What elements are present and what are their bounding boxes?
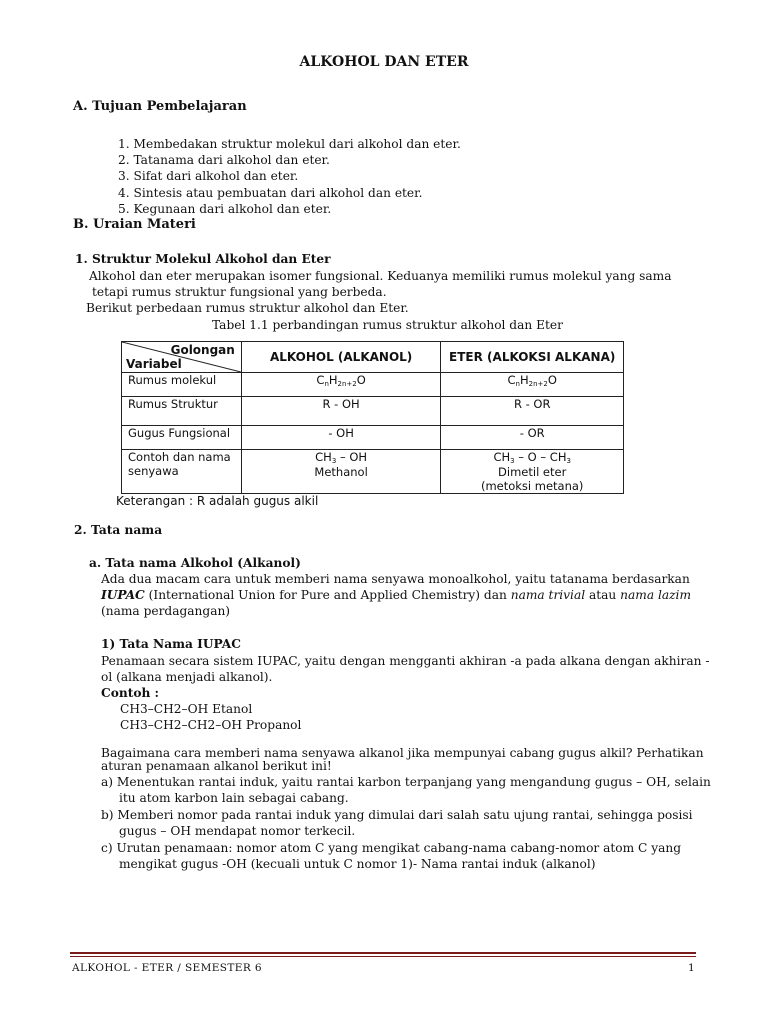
corner-bottom-label: Variabel [126, 357, 182, 371]
table-row [122, 397, 624, 426]
example-formula: $CH_3$ – OH [315, 450, 368, 465]
cell-value: R - OH [241, 397, 441, 426]
lazim-term: nama lazim [620, 588, 692, 602]
cell-value: - OH [241, 426, 441, 450]
column-header-eter: ETER (ALKOKSI ALKANA) [441, 342, 624, 373]
sub2-heading: 2. Tata nama [74, 523, 163, 537]
section-b-heading: B. Uraian Materi [73, 217, 196, 232]
table-corner-cell [122, 342, 242, 373]
example-line: CH3–CH2–OH Etanol [120, 702, 253, 716]
footer-divider [70, 952, 696, 954]
table-note: Keterangan : R adalah gugus alkil [116, 494, 319, 508]
paragraph-line: Alkohol dan eter merupakan isomer fungsional. Keduanya memiliki rumus molekul yang sama [89, 269, 672, 283]
table-row [122, 373, 624, 397]
paragraph-line: Penamaan secara sistem IUPAC, yaitu dengan mengganti akhiran -a pada alkana dengan akhiran - [101, 654, 710, 668]
page-number: 1 [688, 962, 695, 974]
footer-divider-thin [70, 956, 696, 957]
iupac-term: IUPAC [101, 588, 145, 602]
row-label: Gugus Fungsional [122, 426, 242, 450]
table-row [122, 426, 624, 450]
formula-alkohol: $C_nH_{2n+2}O$ [241, 373, 441, 397]
row-label-line: senyawa [128, 464, 179, 478]
list-item: 4. Sintesis atau pembuatan dari alkohol dan eter. [118, 186, 423, 200]
rule-c-line: mengikat gugus -OH (kecuali untuk C nomor 1)- Nama rantai induk (alkanol) [119, 857, 596, 871]
iupac-heading: 1) Tata Nama IUPAC [101, 637, 241, 651]
paragraph-line [101, 587, 691, 603]
paragraph-line: (nama perdagangan) [101, 604, 231, 618]
table-row [122, 450, 624, 494]
rule-a-line: a) Menentukan rantai induk, yaitu rantai karbon terpanjang yang mengandung gugus – OH, selain [101, 775, 711, 789]
example-formula: $CH_3$ – O – $CH_3$ [493, 450, 571, 465]
table-caption: Tabel 1.1 perbandingan rumus struktur alkohol dan Eter [212, 318, 563, 332]
iupac-expansion: (International Union for Pure and Applied Chemistry) dan [144, 588, 511, 602]
row-label: Rumus molekul [122, 373, 242, 397]
paragraph-line: Ada dua macam cara untuk memberi nama senyawa monoalkohol, yaitu tatanama berdasarkan [101, 572, 690, 586]
paragraph-line: aturan penamaan alkanol berikut ini! [101, 759, 332, 773]
list-item: 1. Membedakan struktur molekul dari alkohol dan eter. [118, 137, 461, 151]
section-a-heading: A. Tujuan Pembelajaran [73, 99, 247, 114]
row-label-line: Contoh dan nama [128, 450, 231, 464]
example-line: CH3–CH2–CH2–OH Propanol [120, 718, 302, 732]
contoh-label: Contoh : [101, 686, 160, 700]
formula-eter: $C_nH_{2n+2}O$ [441, 373, 624, 397]
corner-top-label: Golongan [170, 343, 235, 357]
atau-word: atau [585, 588, 621, 602]
cell-value: - OR [441, 426, 624, 450]
list-item: 5. Kegunaan dari alkohol dan eter. [118, 202, 332, 216]
rule-a-line: itu atom karbon lain sebagai cabang. [119, 791, 349, 805]
cell-value: R - OR [441, 397, 624, 426]
sub2a-heading: a. Tata nama Alkohol (Alkanol) [89, 556, 301, 570]
footer-title: ALKOHOL - ETER / SEMESTER 6 [72, 962, 262, 974]
page-title: ALKOHOL DAN ETER [299, 54, 469, 70]
example-eter [441, 450, 624, 494]
list-item: 3. Sifat dari alkohol dan eter. [118, 169, 299, 183]
example-alt-name: (metoksi metana) [480, 479, 584, 493]
trivial-term: nama trivial [510, 588, 586, 602]
paragraph-line: tetapi rumus struktur fungsional yang berbeda. [92, 285, 387, 299]
row-label [122, 450, 242, 494]
sub1-heading: 1. Struktur Molekul Alkohol dan Eter [75, 252, 331, 266]
comparison-table [121, 341, 624, 494]
example-alkohol [241, 450, 441, 494]
example-name: Methanol [314, 465, 368, 479]
column-header-alkohol: ALKOHOL (ALKANOL) [241, 342, 441, 373]
rule-b-line: b) Memberi nomor pada rantai induk yang dimulai dari salah satu ujung rantai, sehingga posisi [101, 808, 693, 822]
rule-c-line: c) Urutan penamaan: nomor atom C yang mengikat cabang-nama cabang-nomor atom C yang [101, 841, 682, 855]
row-label: Rumus Struktur [122, 397, 242, 426]
paragraph-line: Bagaimana cara memberi nama senyawa alkanol jika mempunyai cabang gugus alkil? Perhatikan [101, 746, 704, 760]
paragraph-line: Berikut perbedaan rumus struktur alkohol dan Eter. [86, 301, 409, 315]
rule-b-line: gugus – OH mendapat nomor terkecil. [119, 824, 356, 838]
paragraph-line: ol (alkana menjadi alkanol). [101, 670, 273, 684]
list-item: 2. Tatanama dari alkohol dan eter. [118, 153, 330, 167]
example-name: Dimetil eter [498, 465, 567, 479]
